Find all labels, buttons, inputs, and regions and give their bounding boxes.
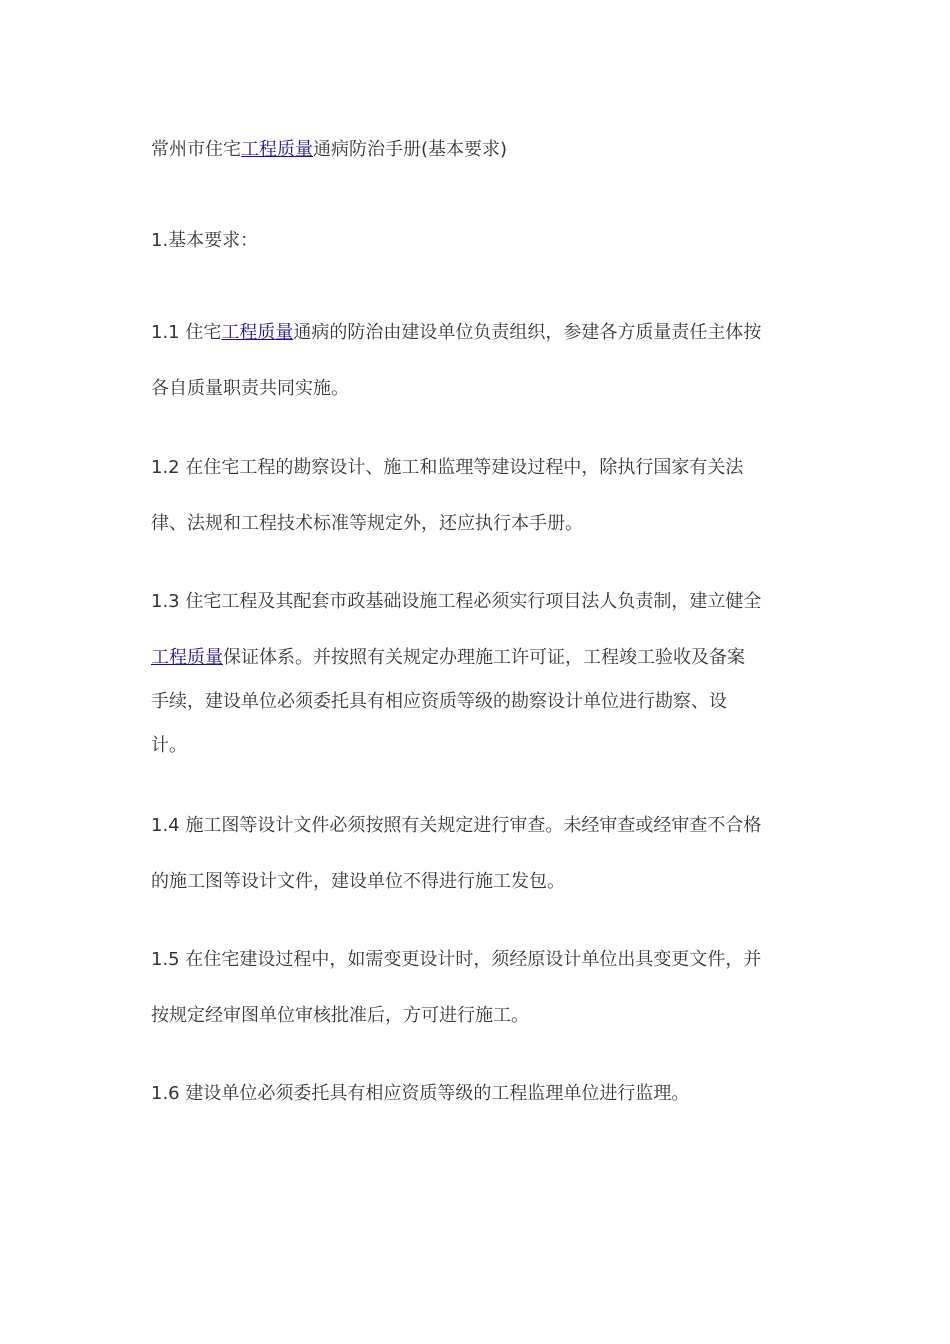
paragraph-1-4-line-1: 1.4 施工图等设计文件必须按照有关规定进行审查。未经审查或经审查不合格 (151, 815, 762, 836)
document-title (151, 138, 507, 162)
paragraph-1-5-line-1: 1.5 在住宅建设过程中，如需变更设计时，须经原设计单位出具变更文件，并 (151, 949, 762, 970)
paragraph-1-3-line-4: 计。 (151, 735, 187, 756)
paragraph-1-1-line-1 (151, 321, 761, 345)
paragraph-1-6-line-1: 1.6 建设单位必须委托具有相应资质等级的工程监理单位进行监理。 (151, 1083, 690, 1104)
title-link-engineering-quality[interactable]: 工程质量 (241, 139, 313, 160)
p1-1-text-end: 通病的防治由建设单位负责组织，参建各方质量责任主体按 (293, 322, 762, 343)
paragraph-1-5-line-2: 按规定经审图单位审核批准后，方可进行施工。 (151, 1005, 529, 1026)
p1-3-link-engineering-quality[interactable]: 工程质量 (151, 647, 223, 668)
paragraph-1-2-line-1: 1.2 在住宅工程的勘察设计、施工和监理等建设过程中，除执行国家有关法 (151, 457, 744, 478)
title-text-start: 常州市住宅 (151, 139, 241, 160)
paragraph-1-3-line-2 (151, 646, 745, 670)
p1-3-text-end: 保证体系。并按照有关规定办理施工许可证，工程竣工验收及备案 (223, 647, 745, 668)
paragraph-1-3-line-3: 手续，建设单位必须委托具有相应资质等级的勘察设计单位进行勘察、设 (151, 691, 727, 712)
section-heading: 1.基本要求： (151, 230, 259, 251)
paragraph-1-2-line-2: 律、法规和工程技术标准等规定外，还应执行本手册。 (151, 513, 583, 534)
p1-1-link-engineering-quality[interactable]: 工程质量 (221, 322, 294, 343)
paragraph-1-4-line-2: 的施工图等设计文件，建设单位不得进行施工发包。 (151, 871, 565, 892)
title-text-end: 通病防治手册(基本要求) (313, 139, 508, 160)
paragraph-1-3-line-1: 1.3 住宅工程及其配套市政基础设施工程必须实行项目法人负责制，建立健全 (151, 591, 762, 612)
paragraph-1-1-line-2: 各自质量职责共同实施。 (151, 378, 349, 399)
p1-1-text-start: 1.1 住宅 (151, 322, 222, 343)
